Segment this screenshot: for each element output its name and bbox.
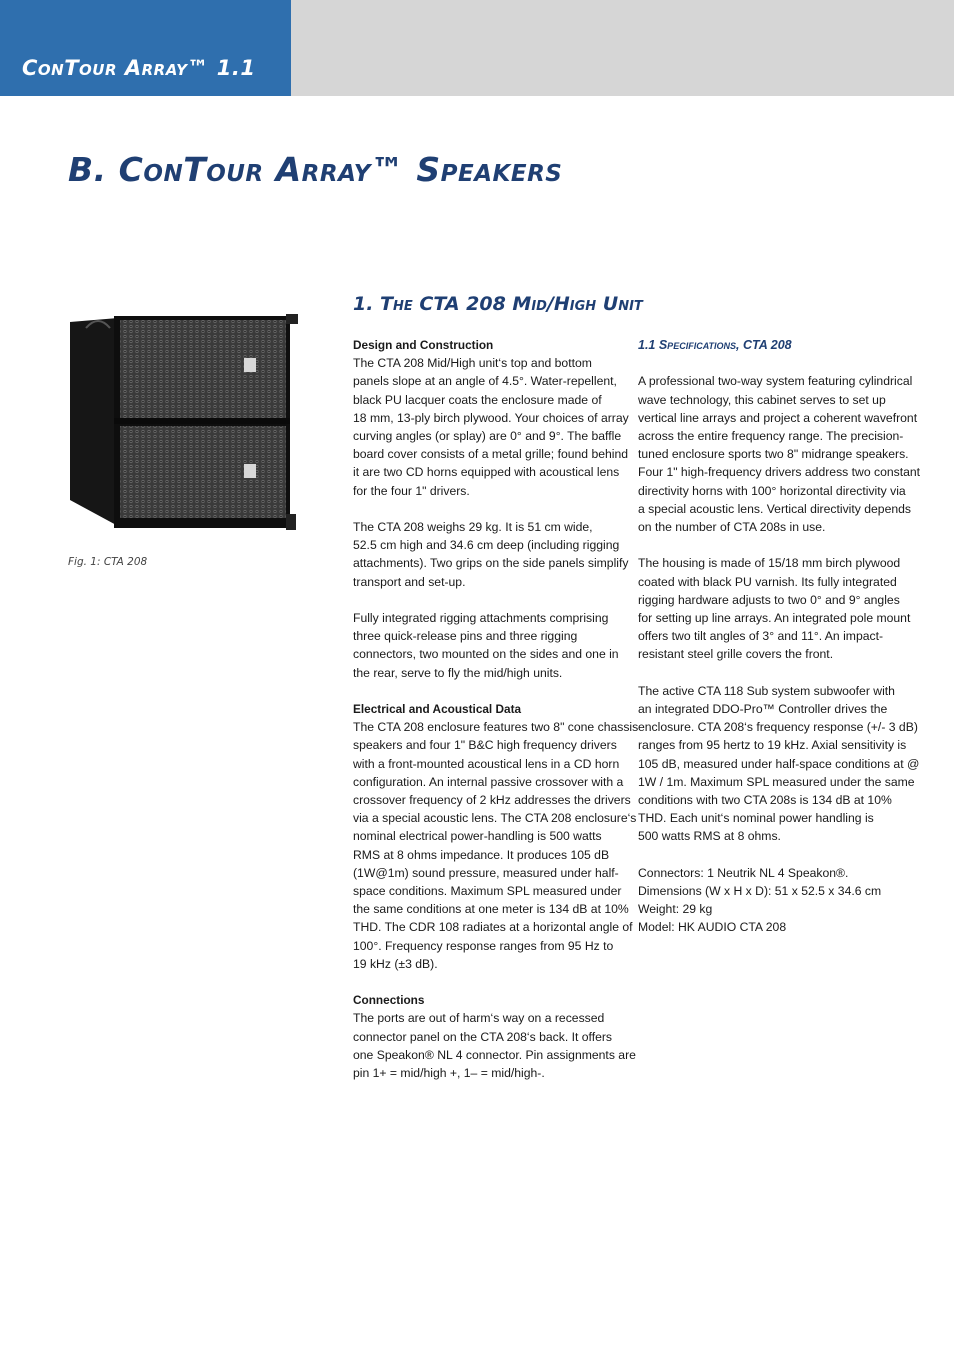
header-title: ConTour Array™ 1.1 (22, 56, 256, 80)
electrical-paragraph: The CTA 208 enclosure features two 8" cone chassis speakers and four 1" B&C high frequency drivers with a front-mounted acoustical lens in a CD horn configuration. An internal passive crossover with a crossover frequency of 2 kHz addresses the drivers via a special acoustic lens. The CTA 208 enclosure‘s nominal electrical power-handling is 500 watts RMS at 8 ohms impedance. It produces 105 dB (1W@1m) sound pressure, measured under half- space conditions. Maximum SPL measured under the same conditions at one meter is 134 dB at 10% THD. The CDR 108 radiates at a horizontal angle of 100°. Frequency response ranges from 95 Hz to 19 kHz (±3 dB). (353, 720, 639, 971)
connections-paragraph: The ports are out of harm‘s way on a recessed connector panel on the CTA 208‘s back. It offers one Speakon® NL 4 connector. Pin assignments are pin 1+ = mid/high +, 1– = mid/high-. (353, 1011, 636, 1081)
spec-connectors: Connectors: 1 Neutrik NL 4 Speakon®. (638, 865, 849, 880)
design-paragraph-2: The CTA 208 weighs 29 kg. It is 51 cm wide, 52.5 cm high and 34.6 cm deep (including rigging attachments). Two grips on the side panels simplify transport and set-up. (353, 520, 629, 589)
spec-paragraph-3: The active CTA 118 Sub system subwoofer with an integrated DDO-Pro™ Controller drives the enclosure. CTA 208‘s frequency response (+/- 3 dB) ranges from 95 hertz to 19 kHz. Axial sensitivity is 105 dB, measured under half-space conditions at @ 1W / 1m. Maximum SPL measured under the same conditions with two CTA 208s is 134 dB at 10% THD. Each unit‘s nominal power handling is 500 watts RMS at 8 ohms. (638, 683, 920, 844)
design-heading: Design and Construction (353, 338, 494, 352)
design-paragraph-3: Fully integrated rigging attachments comprising three quick-release pins and three rigging connectors, two mounted on the sides and one in the rear, serve to fly the mid/high units. (353, 611, 619, 680)
section-title: 1. The CTA 208 Mid/High Unit (353, 293, 643, 315)
header-tab (0, 0, 291, 96)
design-paragraph-1: The CTA 208 Mid/High unit‘s top and bottom panels slope at an angle of 4.5°. Water-repellent, black PU lacquer coats the enclosure made of 18 mm, 13-ply birch plywood. Your choices of array curving angles (or splay) are 0° and 9°. The baffle board cover consists of a metal grille; found behind it are two CD horns equipped with acoustical lens for the four 1" drivers. (353, 356, 629, 498)
spec-heading: 1.1 Specifications, CTA 208 (638, 338, 792, 352)
spec-paragraph-2: The housing is made of 15/18 mm birch plywood coated with black PU varnish. Its fully integrated rigging hardware adjusts to two 0° and 9° angles for setting up line arrays. An integrated pole mount offers two tilt angles of 3° and 11°. An impact- resistant steel grille covers the front. (638, 556, 911, 662)
page-title: B. ConTour Array™ Speakers (68, 150, 563, 189)
spec-weight: Weight: 29 kg (638, 902, 713, 917)
spec-list (638, 864, 913, 937)
figure-caption: Fig. 1: CTA 208 (68, 556, 148, 568)
speaker-image (68, 314, 304, 534)
connections-heading: Connections (353, 993, 425, 1008)
electrical-heading: Electrical and Acoustical Data (353, 702, 522, 717)
spec-dimensions: Dimensions (W x H x D): 51 x 52.5 x 34.6 cm (638, 884, 882, 899)
left-column (353, 336, 639, 1082)
spec-model: Model: HK AUDIO CTA 208 (638, 920, 787, 935)
right-column (638, 336, 921, 937)
spec-paragraph-1: A professional two-way system featuring cylindrical wave technology, this cabinet serves to set up vertical line arrays and project a coherent wavefront across the entire frequency range. The precision- tuned enclosure sports two 8" midrange speakers. Four 1" high-frequency drivers address two constant directivity horns with 100° horizontal directivity via a special acoustic lens. Vertical directivity depends on the number of CTA 208s in use. (638, 374, 921, 535)
